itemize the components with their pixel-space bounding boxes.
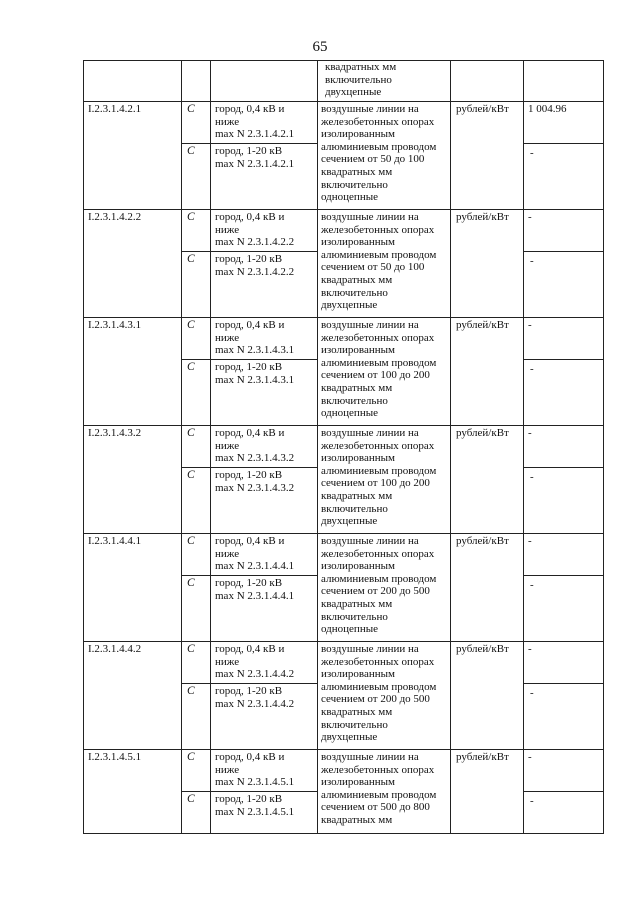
value-cell: - [524,360,604,426]
unit-cell [451,61,524,102]
condition-line: ниже [215,439,240,452]
condition-line: max N 2.3.1.4.2.1 [215,157,295,170]
table-row [84,318,604,360]
description-line: двухцепные [321,299,378,312]
description-line: изолированным [321,560,395,573]
description-cell [318,61,451,102]
condition-cell [211,252,318,318]
description-line: алюминиевым проводом [321,140,437,153]
condition-cell [211,144,318,210]
level-cell: C [182,144,211,210]
description-line: воздушные линии на [321,535,419,547]
level-cell: C [182,252,211,318]
description-line: изолированным [321,452,395,465]
description-line: алюминиевым проводом [321,572,437,585]
description-line: сечением от 50 до 100 [321,153,425,166]
value-cell: - [524,576,604,642]
condition-cell [211,426,318,468]
description-line: квадратных мм [321,813,393,826]
description-line: изолированным [321,236,395,249]
description-line: алюминиевым проводом [321,356,437,369]
level-cell: C [182,318,211,360]
condition-line: max N 2.3.1.4.4.1 [215,560,295,573]
description-line: одноцепные [321,191,378,204]
description-line: квадратных мм [321,165,393,178]
table-row [84,102,604,144]
description-line: квадратных мм [321,273,393,286]
level-cell: C [182,102,211,144]
unit-cell: рублей/кВт [451,210,524,318]
condition-line: max N 2.3.1.4.3.2 [215,481,295,494]
condition-line: max N 2.3.1.4.2.1 [215,128,295,141]
value-cell: - [524,642,604,684]
description-line: квадратных мм [325,61,397,73]
condition-line: max N 2.3.1.4.2.2 [215,265,295,278]
condition-line: max N 2.3.1.4.3.1 [215,344,295,357]
value-cell: - [524,468,604,534]
condition-cell [211,750,318,792]
description-line: алюминиевым проводом [321,788,437,801]
value-cell: - [524,750,604,792]
description-line: алюминиевым проводом [321,464,437,477]
description-line: включительно [321,718,388,731]
condition-cell [211,792,318,834]
condition-cell [211,642,318,684]
description-line: воздушные линии на [321,319,419,331]
description-cell [318,750,451,834]
value-cell: 1 004.96 [524,102,604,144]
code-cell [84,61,182,102]
description-line: изолированным [321,344,395,357]
description-line: железобетонных опорах [321,223,435,236]
description-line: железобетонных опорах [321,115,435,128]
level-cell: C [182,468,211,534]
condition-line: город, 0,4 кВ и [215,643,285,655]
condition-line: город, 1-20 кВ [215,793,283,805]
condition-line: город, 0,4 кВ и [215,211,285,223]
value-cell: - [524,684,604,750]
description-cell [318,642,451,750]
condition-line: город, 0,4 кВ и [215,319,285,331]
condition-cell [211,360,318,426]
condition-line: город, 1-20 кВ [215,469,283,481]
level-cell [182,61,211,102]
description-line: одноцепные [321,623,378,636]
level-cell: C [182,750,211,792]
code-cell: I.2.3.1.4.2.2 [84,210,182,318]
level-cell: C [182,534,211,576]
code-cell: I.2.3.1.4.2.1 [84,102,182,210]
description-line: квадратных мм [321,705,393,718]
condition-line: ниже [215,223,240,236]
description-line: включительно [321,502,388,515]
condition-line: город, 0,4 кВ и [215,103,285,115]
condition-cell [211,576,318,642]
description-cell [318,318,451,426]
table-row [84,534,604,576]
level-cell: C [182,360,211,426]
description-line: квадратных мм [321,381,393,394]
condition-cell [211,61,318,102]
condition-cell [211,210,318,252]
value-cell: - [524,252,604,318]
condition-line: город, 0,4 кВ и [215,751,285,763]
description-line: квадратных мм [321,489,393,502]
condition-line: max N 2.3.1.4.5.1 [215,776,295,789]
condition-line: город, 0,4 кВ и [215,427,285,439]
condition-line: ниже [215,115,240,128]
table-row [84,642,604,684]
description-line: двухцепные [325,86,382,99]
description-line: воздушные линии на [321,103,419,115]
description-line: алюминиевым проводом [321,248,437,261]
condition-line: ниже [215,547,240,560]
condition-line: max N 2.3.1.4.4.2 [215,697,295,710]
description-line: сечением от 100 до 200 [321,477,430,490]
description-line: изолированным [321,776,395,789]
condition-cell [211,102,318,144]
level-cell: C [182,792,211,834]
condition-line: город, 1-20 кВ [215,253,283,265]
description-cell [318,426,451,534]
code-cell: I.2.3.1.4.4.2 [84,642,182,750]
value-cell [524,61,604,102]
description-line: воздушные линии на [321,751,419,763]
unit-cell: рублей/кВт [451,534,524,642]
level-cell: C [182,642,211,684]
description-line: изолированным [321,668,395,681]
description-line: сечением от 200 до 500 [321,585,430,598]
description-cell [318,534,451,642]
condition-cell [211,534,318,576]
description-line: железобетонных опорах [321,331,435,344]
description-line: воздушные линии на [321,643,419,655]
value-cell: - [524,426,604,468]
condition-line: max N 2.3.1.4.5.1 [215,805,295,818]
condition-line: ниже [215,655,240,668]
description-line: включительно [325,73,392,86]
code-cell: I.2.3.1.4.3.1 [84,318,182,426]
description-line: сечением от 50 до 100 [321,261,425,274]
level-cell: C [182,210,211,252]
description-line: квадратных мм [321,597,393,610]
condition-line: город, 0,4 кВ и [215,535,285,547]
description-line: двухцепные [321,731,378,744]
table-row [84,210,604,252]
code-cell: I.2.3.1.4.3.2 [84,426,182,534]
condition-cell [211,318,318,360]
description-line: сечением от 200 до 500 [321,693,430,706]
table-row [84,750,604,792]
value-cell: - [524,210,604,252]
code-cell: I.2.3.1.4.5.1 [84,750,182,834]
description-line: железобетонных опорах [321,763,435,776]
condition-line: max N 2.3.1.4.3.1 [215,373,295,386]
description-line: воздушные линии на [321,427,419,439]
description-cell [318,102,451,210]
condition-cell [211,468,318,534]
level-cell: C [182,426,211,468]
value-cell: - [524,144,604,210]
level-cell: C [182,684,211,750]
table-row [84,426,604,468]
description-line: одноцепные [321,407,378,420]
condition-cell [211,684,318,750]
description-line: железобетонных опорах [321,655,435,668]
tariff-table [83,60,604,834]
condition-line: ниже [215,331,240,344]
description-line: железобетонных опорах [321,439,435,452]
condition-line: город, 1-20 кВ [215,361,283,373]
description-line: сечением от 500 до 800 [321,801,430,814]
level-cell: C [182,576,211,642]
description-line: двухцепные [321,515,378,528]
description-line: включительно [321,610,388,623]
description-cell [318,210,451,318]
unit-cell: рублей/кВт [451,642,524,750]
condition-line: город, 1-20 кВ [215,685,283,697]
page-number: 65 [312,39,328,55]
condition-line: ниже [215,763,240,776]
value-cell: - [524,534,604,576]
description-line: включительно [321,178,388,191]
description-line: включительно [321,286,388,299]
condition-line: max N 2.3.1.4.3.2 [215,452,295,465]
condition-line: город, 1-20 кВ [215,145,283,157]
description-line: включительно [321,394,388,407]
condition-line: max N 2.3.1.4.4.1 [215,589,295,602]
unit-cell: рублей/кВт [451,426,524,534]
description-line: сечением от 100 до 200 [321,369,430,382]
description-line: воздушные линии на [321,211,419,223]
value-cell: - [524,318,604,360]
table-row-continuation [84,61,604,102]
condition-line: город, 1-20 кВ [215,577,283,589]
description-line: железобетонных опорах [321,547,435,560]
condition-line: max N 2.3.1.4.4.2 [215,668,295,681]
description-line: изолированным [321,128,395,141]
unit-cell: рублей/кВт [451,318,524,426]
code-cell: I.2.3.1.4.4.1 [84,534,182,642]
table-body [84,61,604,834]
unit-cell: рублей/кВт [451,750,524,834]
unit-cell: рублей/кВт [451,102,524,210]
condition-line: max N 2.3.1.4.2.2 [215,236,295,249]
value-cell: - [524,792,604,834]
description-line: алюминиевым проводом [321,680,437,693]
